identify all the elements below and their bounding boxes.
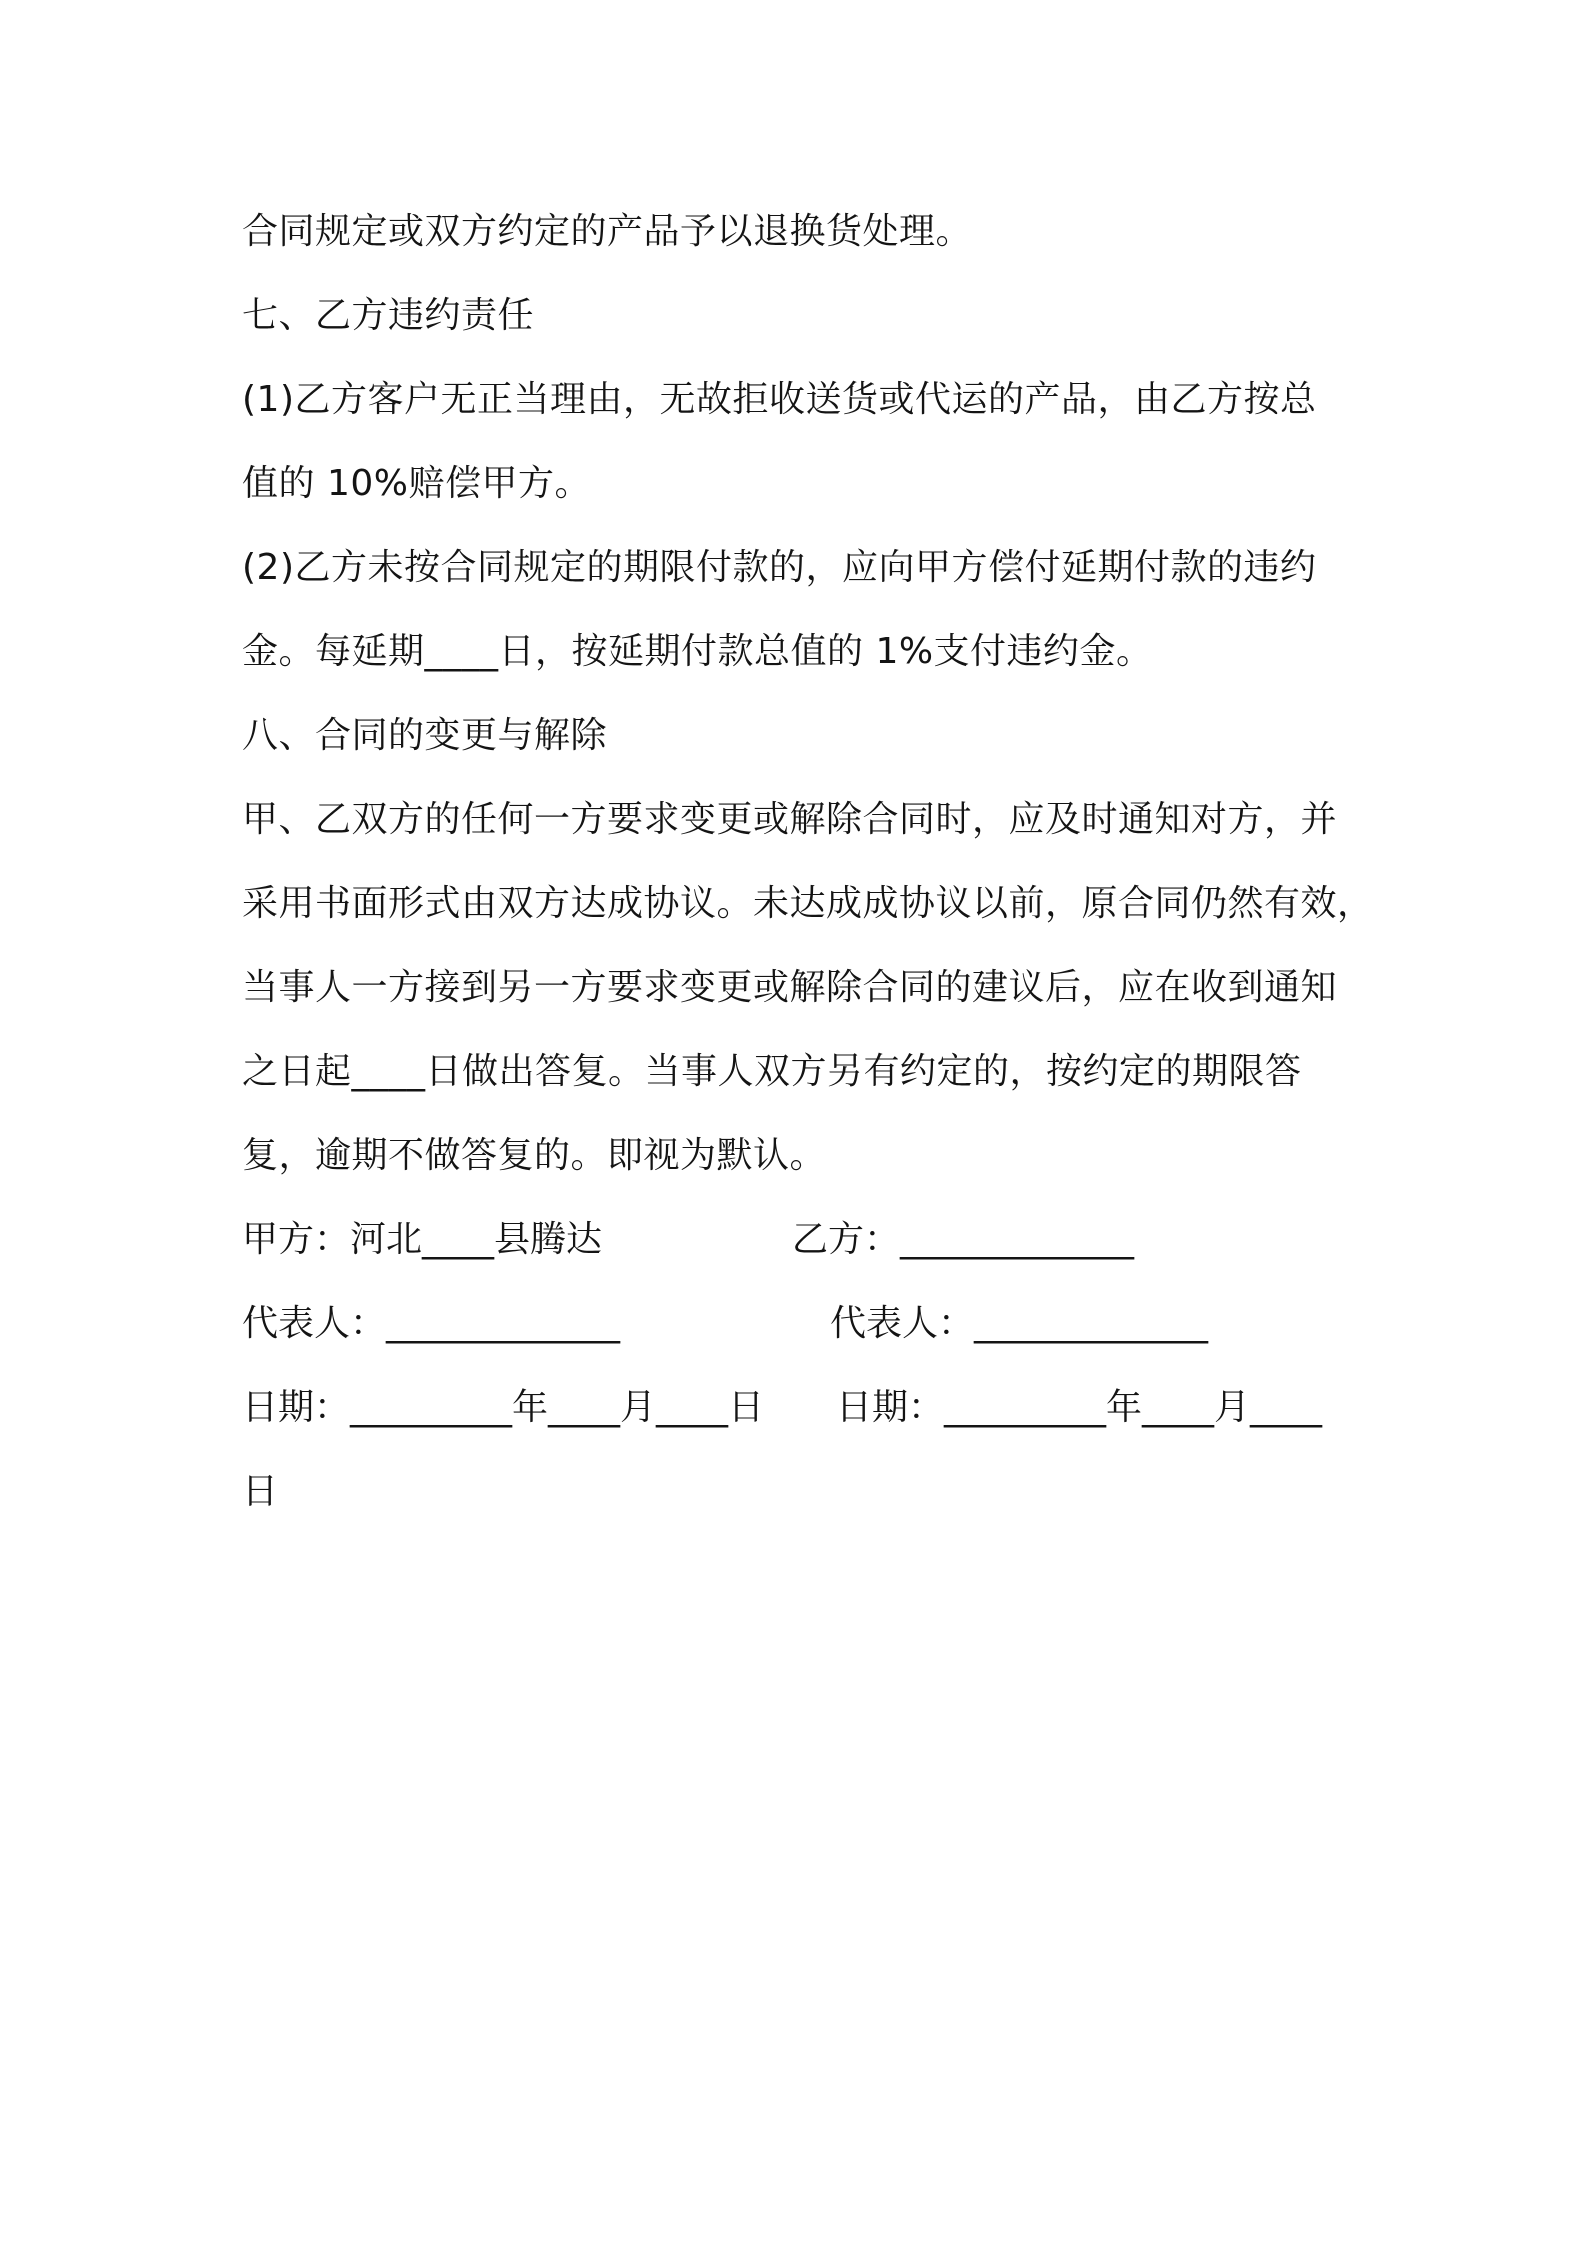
text-line: 甲、乙双方的任何一方要求变更或解除合同时，应及时通知对方，并 xyxy=(242,799,1338,840)
signature-date-row xyxy=(242,1366,1362,1450)
section-heading: 七、乙方违约责任 xyxy=(242,295,535,336)
section-heading: 八、合同的变更与解除 xyxy=(242,715,608,756)
text-line: 金。每延期____日，按延期付款总值的 1%支付违约金。 xyxy=(242,631,1153,672)
text-line: 值的 10%赔偿甲方。 xyxy=(242,463,591,504)
text-line: 复，逾期不做答复的。即视为默认。 xyxy=(242,1135,827,1176)
signature-representative-row xyxy=(242,1282,1362,1366)
date-a-label: 日期：_________年____月____日 xyxy=(242,1387,765,1428)
text-line: 合同规定或双方约定的产品予以退换货处理。 xyxy=(242,211,973,252)
text-line: (1)乙方客户无正当理由，无故拒收送货或代运的产品，由乙方按总 xyxy=(242,379,1317,420)
text-line: 之日起____日做出答复。当事人双方另有约定的，按约定的期限答 xyxy=(242,1051,1302,1092)
text-line: 当事人一方接到另一方要求变更或解除合同的建议后，应在收到通知 xyxy=(242,967,1338,1008)
party-a-label: 甲方：河北____县腾达 xyxy=(242,1219,603,1260)
date-b-label: 日期：_________年____月____ xyxy=(836,1387,1323,1428)
representative-b-label: 代表人：_____________ xyxy=(830,1303,1209,1344)
text-line: 采用书面形式由双方达成协议。未达成成协议以前，原合同仍然有效， xyxy=(242,883,1374,924)
signature-party-row xyxy=(242,1198,1362,1282)
text-line: (2)乙方未按合同规定的期限付款的，应向甲方偿付延期付款的违约 xyxy=(242,547,1317,588)
representative-a-label: 代表人：_____________ xyxy=(242,1303,621,1344)
contract-body xyxy=(242,190,1374,1534)
party-b-label: 乙方：_____________ xyxy=(792,1219,1135,1260)
date-b-tail: 日 xyxy=(242,1471,279,1512)
